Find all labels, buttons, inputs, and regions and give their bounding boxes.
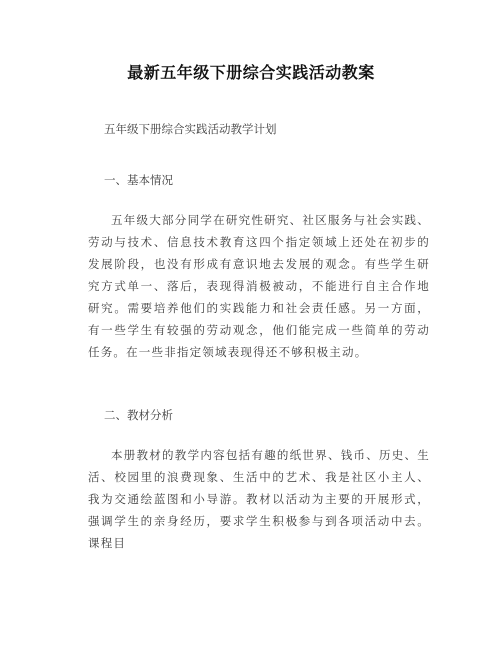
paragraph-textbook-analysis: 本册教材的教学内容包括有趣的纸世界、钱币、历史、生活、校园里的浪费现象、生活中的艺术、我是社区小主人、我为交通绘蓝图和小导游。教材以活动为主要的开展形式，强调学生的亲身经历，要求学生积极参与到各项活动中去。课程目 [88,448,430,550]
section-heading-basic-situation: 一、基本情况 [104,173,173,187]
plan-subtitle: 五年级下册综合实践活动教学计划 [104,122,277,136]
paragraph-basic-situation: 五年级大部分同学在研究性研究、社区服务与社会实践、劳动与技术、信息技术教育这四个指定领域上还处在初步的发展阶段，也没有形成有意识地去发展的观念。有些学生研究方式单一、落后，表现得消极被动，不能进行自主合作地研究。需要培养他们的实践能力和社会责任感。另一方面，有一些学生有较强的劳动观念，他们能完成一些简单的劳动任务。在一些非指定领域表现得还不够积极主动。 [88,213,430,359]
document-title: 最新五年级下册综合实践活动教案 [127,63,375,82]
section-heading-textbook-analysis: 二、教材分析 [104,408,173,422]
